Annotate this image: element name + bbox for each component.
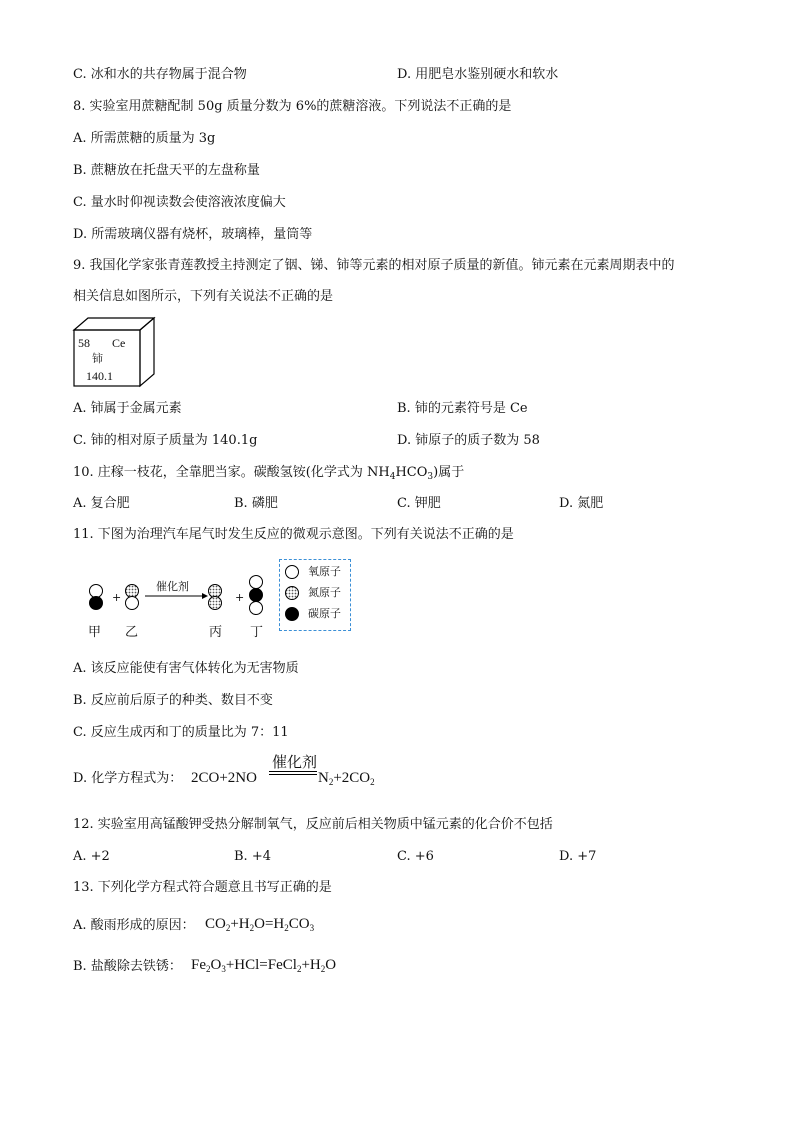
q12-option-c: C. +6: [397, 849, 434, 864]
q11-option-c: C. 反应生成丙和丁的质量比为 7：11: [73, 725, 289, 740]
q10-stem-pre: 10. 庄稼一枝花，全靠肥当家。碳酸氢铵(化学式为 NH: [73, 465, 390, 480]
q7-option-c: C. 冰和水的共存物属于混合物: [73, 67, 247, 82]
q8-option-a: A. 所需蔗糖的质量为 3g: [73, 131, 216, 146]
jia-oxygen-atom: [90, 585, 103, 598]
label-ding: 丁: [250, 625, 264, 640]
legend-symbols: [282, 562, 302, 628]
q12-stem: 12. 实验室用高锰酸钾受热分解制氧气，反应前后相关物质中锰元素的化合价不包括: [73, 817, 553, 832]
q12-option-a: A. +2: [73, 849, 110, 864]
q8-stem: 8. 实验室用蔗糖配制 50g 质量分数为 6%的蔗糖溶液。下列说法不正确的是: [73, 99, 512, 114]
q10-option-c: C. 钾肥: [397, 496, 441, 511]
reaction-arrowhead: [202, 593, 208, 599]
q10-stem: [73, 464, 464, 482]
q9-option-c: C. 铈的相对原子质量为 140.1g: [73, 433, 258, 448]
element-symbol: Ce: [112, 336, 126, 350]
eq-a-sub2: 2: [249, 923, 255, 933]
q13-option-a-equation: $CO_2+H_2O=H_2CO_3$: [205, 916, 315, 933]
rhs-n: N: [318, 770, 329, 786]
q8-option-b: B. 蔗糖放在托盘天平的左盘称量: [73, 163, 260, 178]
cube-side-face: [140, 318, 154, 386]
q7-option-d: D. 用肥皂水鉴别硬水和软水: [397, 67, 559, 82]
eq-b-sub2: 3: [221, 964, 226, 974]
legend-oxygen-symbol: [286, 566, 299, 579]
diagram-catalyst-label: 催化剂: [156, 580, 189, 593]
ding-oxygen-atom-1: [250, 576, 263, 589]
eq-b-sub4: 2: [320, 964, 326, 974]
q13-stem: 13. 下列化学方程式符合题意且书写正确的是: [73, 880, 332, 895]
q11-option-d-equals: [268, 770, 318, 776]
q10-stem-post: )属于: [433, 465, 465, 480]
q8-option-c: C. 量水时仰视读数会使溶液浓度偏大: [73, 195, 286, 210]
ding-oxygen-atom-2: [250, 602, 263, 615]
q10-stem-sub1: 4: [389, 472, 396, 482]
q10-stem-mid: HCO: [395, 465, 428, 480]
plus-sign-1: +: [112, 591, 122, 604]
label-jia: 甲: [88, 625, 102, 640]
q11-stem: 11. 下图为治理汽车尾气时发生反应的微观示意图。下列有关说法不正确的是: [73, 527, 514, 542]
q9-stem-line1: 9. 我国化学家张青莲教授主持测定了铟、锑、铈等元素的相对原子质量的新值。铈元素在元素周期表中的: [73, 258, 675, 273]
q9-stem-line2: 相关信息如图所示，下列有关说法不正确的是: [73, 289, 334, 304]
rhs-n-sub: 2: [328, 777, 334, 787]
yi-oxygen-atom: [126, 597, 139, 610]
q13-option-b-prefix: B. 盐酸除去铁锈：: [73, 959, 182, 974]
legend-nitrogen-label: 氮原子: [308, 586, 341, 599]
q12-option-d: D. +7: [559, 849, 597, 864]
eq-a-sub4: 3: [309, 923, 315, 933]
eq-b-sub1: 2: [206, 964, 211, 974]
q10-option-a: A. 复合肥: [73, 496, 130, 511]
rhs-co-sub: 2: [370, 777, 375, 787]
q11-option-d-prefix: D. 化学方程式为：: [73, 771, 183, 786]
plus-sign-2: +: [235, 591, 245, 604]
legend-carbon-label: 碳原子: [308, 607, 341, 620]
bing-nitrogen-atom-1: [209, 585, 222, 598]
q11-option-d-catalyst: 催化剂: [272, 753, 318, 771]
q11-option-d-rhs: [318, 769, 375, 787]
rhs-co: +2CO: [333, 770, 371, 786]
q10-stem-sub2: 3: [427, 472, 434, 482]
element-name: 铈: [92, 352, 103, 365]
eq-a-sub3: 2: [284, 923, 289, 933]
jia-carbon-atom: [90, 597, 103, 610]
q11-option-d-lhs: 2CO+2NO: [191, 770, 257, 786]
q9-option-d: D. 铈原子的质子数为 58: [397, 433, 540, 448]
q8-option-d: D. 所需玻璃仪器有烧杯，玻璃棒，量筒等: [73, 227, 313, 242]
label-yi: 乙: [125, 625, 139, 640]
q9-option-b: B. 铈的元素符号是 Ce: [397, 401, 528, 416]
legend-oxygen-label: 氧原子: [308, 565, 341, 578]
q11-option-a: A. 该反应能使有害气体转化为无害物质: [73, 661, 299, 676]
q9-option-a: A. 铈属于金属元素: [73, 401, 182, 416]
element-atomic-number: 58: [78, 336, 90, 350]
eq-b-sub3: 2: [296, 964, 302, 974]
legend-carbon-symbol: [286, 608, 299, 621]
yi-nitrogen-atom: [126, 585, 139, 598]
ding-carbon-atom: [250, 589, 263, 602]
legend-nitrogen-symbol: [286, 587, 299, 600]
element-cell-figure: [70, 316, 160, 390]
q10-option-d: D. 氮肥: [559, 496, 604, 511]
q11-option-b: B. 反应前后原子的种类、数目不变: [73, 693, 273, 708]
q10-option-b: B. 磷肥: [234, 496, 278, 511]
q13-option-b-equation: $Fe_2O_3+HCl=FeCl_2+H_2O$: [191, 957, 337, 974]
eq-a-sub1: 2: [225, 923, 231, 933]
q12-option-b: B. +4: [234, 849, 271, 864]
bing-nitrogen-atom-2: [209, 597, 222, 610]
label-bing: 丙: [209, 625, 223, 640]
element-atomic-mass: 140.1: [86, 369, 113, 383]
q13-option-a-prefix: A. 酸雨形成的原因：: [73, 918, 195, 933]
